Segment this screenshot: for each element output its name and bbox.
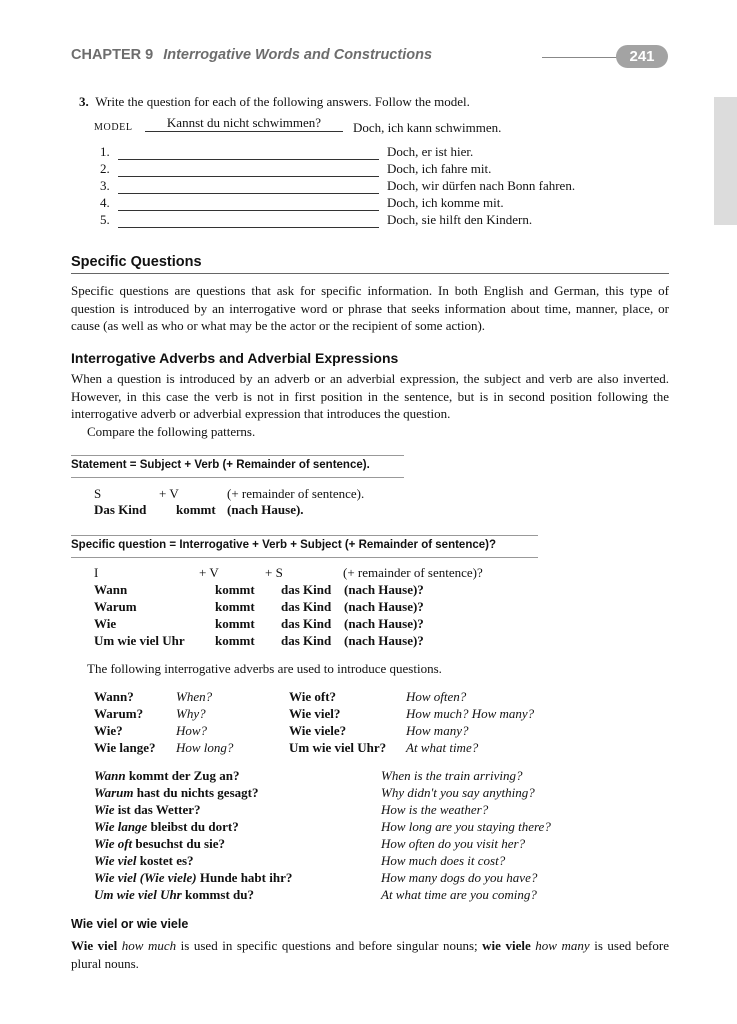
adverb-de: Wie lange? bbox=[94, 740, 156, 755]
adverbs-paragraph: When a question is introduced by an adverb or an adverbial expression, the subject and verb are also inverted. However, in this case the verb is not in first position in the sentence, but is in second position following the interrogative adverb or adverbial expression that introduces the question. bbox=[71, 371, 669, 421]
compare-sentence: Compare the following patterns. bbox=[87, 424, 256, 439]
pattern-cell: (nach Hause)? bbox=[344, 599, 424, 614]
pattern-cell: das Kind bbox=[281, 599, 332, 614]
adverb-en: How often? bbox=[406, 689, 467, 704]
chapter-label: CHAPTER 9 bbox=[71, 47, 154, 63]
example-en: How long are you staying there? bbox=[381, 819, 551, 834]
subsection-heading-wieviel: Wie viel or wie viele bbox=[71, 917, 189, 931]
pattern-cell: (nach Hause)? bbox=[344, 582, 424, 597]
thumb-tab bbox=[714, 97, 737, 225]
pattern-cell: S bbox=[94, 486, 102, 501]
pattern-cell: kommt bbox=[215, 582, 255, 597]
item-number: 4. bbox=[100, 195, 110, 210]
example-en: When is the train arriving? bbox=[381, 768, 523, 783]
item-number: 3. bbox=[100, 178, 110, 193]
specific-pattern-rule-bottom bbox=[71, 557, 538, 558]
pattern-cell: Das Kind bbox=[94, 502, 147, 517]
answer-blank[interactable] bbox=[118, 213, 379, 228]
exercise-instruction: 3. Write the question for each of the following answers. Follow the model. bbox=[79, 94, 470, 109]
adverb-en: When? bbox=[176, 689, 213, 704]
adverb-de: Wie? bbox=[94, 723, 123, 738]
pattern-cell: Um wie viel Uhr bbox=[94, 633, 185, 648]
model-answer: Doch, ich kann schwimmen. bbox=[353, 120, 502, 135]
adverb-en: At what time? bbox=[406, 740, 479, 755]
example-de: Wie oft besuchst du sie? bbox=[94, 836, 225, 851]
running-header bbox=[71, 47, 432, 63]
pattern-cell: (nach Hause)? bbox=[344, 616, 424, 631]
pattern-cell: (nach Hause). bbox=[227, 502, 304, 517]
pattern-cell: (+ remainder of sentence). bbox=[227, 486, 365, 501]
example-de: Wie viel kostet es? bbox=[94, 853, 194, 868]
item-number: 1. bbox=[100, 144, 110, 159]
adverb-de: Wie oft? bbox=[289, 689, 337, 704]
example-en: At what time are you coming? bbox=[381, 887, 537, 902]
pattern-cell: Warum bbox=[94, 599, 137, 614]
statement-rule-bottom bbox=[71, 477, 404, 478]
pattern-cell: (nach Hause)? bbox=[344, 633, 424, 648]
pattern-cell: das Kind bbox=[281, 633, 332, 648]
example-en: How much does it cost? bbox=[381, 853, 506, 868]
specific-pattern-heading: Specific question = Interrogative + Verb + Subject (+ Remainder of sentence)? bbox=[71, 539, 496, 551]
item-answer: Doch, ich komme mit. bbox=[387, 195, 504, 210]
pattern-cell: das Kind bbox=[281, 616, 332, 631]
answer-blank[interactable] bbox=[118, 145, 379, 160]
item-number: 5. bbox=[100, 212, 110, 227]
pattern-cell: kommt bbox=[176, 502, 216, 517]
pattern-cell: Wie bbox=[94, 616, 117, 631]
adverb-de: Wann? bbox=[94, 689, 134, 704]
specific-pattern-rule-top bbox=[71, 535, 538, 536]
adverb-de: Um wie viel Uhr? bbox=[289, 740, 387, 755]
model-label: MODEL bbox=[94, 122, 133, 133]
pattern-cell: + V bbox=[159, 486, 179, 501]
adverb-de: Wie viele? bbox=[289, 723, 347, 738]
pattern-header-cell: + V bbox=[199, 565, 219, 580]
adverb-en: How long? bbox=[176, 740, 234, 755]
example-en: How many dogs do you have? bbox=[381, 870, 538, 885]
chapter-title: Interrogative Words and Constructions bbox=[163, 47, 433, 63]
pattern-cell: das Kind bbox=[281, 582, 332, 597]
example-en: How is the weather? bbox=[381, 802, 489, 817]
example-de: Wie viel (Wie viele) Hunde habt ihr? bbox=[94, 870, 293, 885]
pattern-header-cell: (+ remainder of sentence)? bbox=[343, 565, 483, 580]
pattern-cell: kommt bbox=[215, 616, 255, 631]
adverb-en: How many? bbox=[406, 723, 469, 738]
adverb-de: Wie viel? bbox=[289, 706, 341, 721]
pattern-cell: kommt bbox=[215, 599, 255, 614]
example-en: How often do you visit her? bbox=[381, 836, 526, 851]
example-en: Why didn't you say anything? bbox=[381, 785, 535, 800]
adverb-en: Why? bbox=[176, 706, 206, 721]
subsection-heading-adverbs: Interrogative Adverbs and Adverbial Expressions bbox=[71, 350, 399, 366]
exercise-number: 3. bbox=[79, 94, 89, 109]
example-de: Wie lange bleibst du dort? bbox=[94, 819, 239, 834]
specific-paragraph: Specific questions are questions that ask for specific information. In both English and German, this type of question is introduced by an interrogative word or phrase that seeks information about time, manner, place, or cause (as well as who or what may be the actor or the recipient of some action). bbox=[71, 283, 669, 333]
item-answer: Doch, wir dürfen nach Bonn fahren. bbox=[387, 178, 576, 193]
section-heading-specific: Specific Questions bbox=[71, 254, 202, 270]
section-rule bbox=[71, 273, 669, 274]
page-number: 241 bbox=[616, 45, 668, 68]
item-answer: Doch, sie hilft den Kindern. bbox=[387, 212, 533, 227]
wieviel-paragraph: Wie viel how much is used in specific questions and before singular nouns; wie viele how many is used before plural nouns. bbox=[71, 938, 669, 971]
example-de: Warum hast du nichts gesagt? bbox=[94, 785, 259, 800]
example-de: Wann kommt der Zug an? bbox=[94, 768, 240, 783]
adverb-en: How much? How many? bbox=[406, 706, 535, 721]
answer-blank[interactable] bbox=[118, 179, 379, 194]
item-answer: Doch, ich fahre mit. bbox=[387, 161, 492, 176]
pattern-header-cell: + S bbox=[265, 565, 283, 580]
model-question: Kannst du nicht schwimmen? bbox=[145, 115, 343, 132]
adverb-en: How? bbox=[176, 723, 208, 738]
pattern-cell: Wann bbox=[94, 582, 128, 597]
intro-sentence: The following interrogative adverbs are used to introduce questions. bbox=[87, 661, 442, 676]
adverb-de: Warum? bbox=[94, 706, 144, 721]
statement-rule-top bbox=[71, 455, 404, 456]
answer-blank[interactable] bbox=[118, 162, 379, 177]
answer-blank[interactable] bbox=[118, 196, 379, 211]
example-de: Wie ist das Wetter? bbox=[94, 802, 201, 817]
pattern-cell: kommt bbox=[215, 633, 255, 648]
item-answer: Doch, er ist hier. bbox=[387, 144, 474, 159]
example-de: Um wie viel Uhr kommst du? bbox=[94, 887, 254, 902]
statement-heading: Statement = Subject + Verb (+ Remainder of sentence). bbox=[71, 459, 370, 471]
pattern-header-cell: I bbox=[94, 565, 99, 580]
item-number: 2. bbox=[100, 161, 110, 176]
